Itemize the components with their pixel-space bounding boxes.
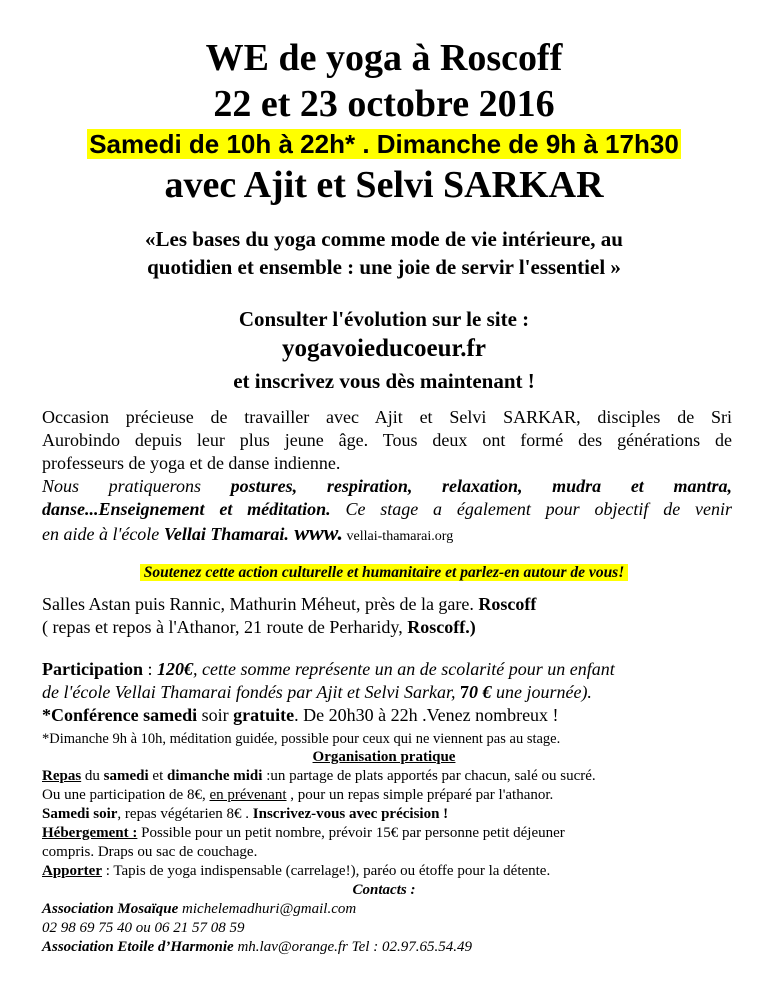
participation-amount: 0 € (468, 682, 492, 702)
participation-price: 120€ (157, 659, 194, 679)
desc-school-intro: en aide à l'école (42, 524, 164, 544)
hebergement-line-1 (42, 824, 732, 842)
ou-repas: , pour un repas simple préparé par l'athanor. (286, 787, 554, 803)
ou-prevenant: en prévenant (209, 787, 287, 803)
venue-city: Roscoff (478, 594, 537, 614)
repas-du: du (81, 768, 104, 784)
ou-line (42, 786, 732, 804)
desc-line-3: professeurs de yoga et de danse indienne. (42, 453, 341, 473)
desc-line-6 (42, 521, 732, 549)
conference-time: . De 20h30 à 22h .Venez nombreux ! (294, 705, 559, 725)
participation-text-1: , cette somme représente un an de scolarité pour un enfant (193, 659, 615, 679)
apporter-text: : Tapis de yoga indispensable (carrelage!), paréo ou étoffe pour la détente. (102, 863, 551, 879)
repas-et: et (148, 768, 167, 784)
repas-dimanche: dimanche midi (167, 768, 263, 784)
mosaique-email[interactable]: michelemadhuri@gmail.com (178, 901, 357, 917)
etoile-email[interactable]: mh.lav@orange.fr (233, 939, 348, 955)
desc-line-4-intro: Nous pratiquerons (42, 476, 231, 496)
conference-evening: soir (197, 705, 234, 725)
venue-city-2: Roscoff.) (407, 617, 476, 637)
conference-free: gratuite (233, 705, 295, 725)
contact-phones: 02 98 69 75 40 ou 06 21 57 08 59 (42, 920, 245, 936)
repas-label: Repas (42, 768, 82, 784)
site-url[interactable]: yogavoieducoeur.fr (282, 335, 486, 362)
sunday-note: *Dimanche 9h à 10h, méditation guidée, possible pour ceux qui ne viennent pas au stage. (42, 731, 561, 747)
etoile-tel: Tel : 02.97.65.54.49 (347, 939, 472, 955)
samedi-soir-label: Samedi soir (42, 806, 118, 822)
hebergement-label: Hébergement : (42, 825, 138, 841)
venue-line-1 (42, 593, 732, 615)
hebergement-text-1: Possible pour un petit nombre, prévoir 15€ par personne petit déjeuner (137, 825, 565, 841)
venue-meals: ( repas et repos à l'Athanor, 21 route de Perharidy, (42, 617, 408, 637)
quote-line-2: quotidien et ensemble : une joie de servir l'essentiel » (147, 255, 621, 279)
dates: 22 et 23 octobre 2016 (213, 83, 555, 125)
schedule-highlight: Samedi de 10h à 22h* . Dimanche de 9h à 17h30 (89, 129, 679, 159)
desc-www: www. (288, 520, 344, 545)
contact-etoile (42, 938, 732, 956)
desc-school-url[interactable]: vellai-thamarai.org (343, 529, 454, 544)
samedi-soir-inscription: Inscrivez-vous avec précision ! (252, 806, 449, 822)
samedi-soir-line (42, 805, 732, 823)
venue-rooms: Salles Astan puis Rannic, Mathurin Méheut, près de la gare. (42, 594, 479, 614)
desc-teaching: danse...Enseignement et méditation. (42, 499, 331, 519)
conference-label: *Conférence samedi (42, 705, 198, 725)
teachers-heading: avec Ajit et Selvi SARKAR (164, 164, 604, 206)
participation-sep: : (143, 659, 158, 679)
organisation-title: Organisation pratique (312, 749, 456, 765)
desc-line-1: Occasion précieuse de travailler avec Ajit et Selvi SARKAR, disciples de Sri (42, 407, 732, 427)
quote-line-1: «Les bases du yoga comme mode de vie intérieure, au (145, 227, 623, 251)
etoile-name: Association Etoile d’Harmonie (42, 939, 234, 955)
contacts-title: Contacts : (352, 882, 416, 898)
participation-text-2: de l'école Vellai Thamarai fondés par Ajit et Selvi Sarkar, (42, 682, 460, 702)
desc-line-5 (42, 498, 732, 520)
samedi-soir-repas: , repas végétarien 8€ . (117, 806, 253, 822)
participation-seven: 7 (459, 682, 469, 702)
desc-line-4 (42, 475, 732, 497)
conference-line (42, 704, 732, 726)
ou-participation: Ou une participation de 8€, (42, 787, 210, 803)
desc-objective: Ce stage a également pour objectif de venir (330, 499, 733, 519)
support-banner: Soutenez cette action culturelle et humanitaire et parlez-en autour de vous! (140, 564, 629, 581)
signup-line: et inscrivez vous dès maintenant ! (233, 369, 535, 393)
repas-description: :un partage de plats apportés par chacun, salé ou sucré. (262, 768, 596, 784)
venue-line-2 (42, 616, 732, 638)
desc-school-name: Vellai Thamarai. (163, 524, 289, 544)
participation-text-3: une journée). (491, 682, 592, 702)
participation-line-1 (42, 658, 732, 680)
hebergement-line-2: compris. Draps ou sac de couchage. (42, 844, 258, 860)
mosaique-name: Association Mosaïque (42, 901, 179, 917)
support-banner-row (0, 563, 768, 583)
desc-line-2: Aurobindo depuis leur plus jeune âge. Tous deux ont formé des générations de (42, 430, 732, 450)
repas-samedi: samedi (103, 768, 149, 784)
contact-mosaique (42, 900, 732, 918)
participation-label: Participation (42, 659, 143, 679)
apporter-label: Apporter (42, 863, 102, 879)
apporter-line (42, 862, 732, 880)
desc-practices: postures, respiration, relaxation, mudra et mantra, (230, 476, 732, 496)
consult-site: Consulter l'évolution sur le site : (238, 307, 530, 331)
schedule-row (0, 128, 768, 160)
participation-line-2 (42, 681, 732, 703)
title: WE de yoga à Roscoff (205, 37, 563, 79)
repas-line (42, 767, 732, 785)
